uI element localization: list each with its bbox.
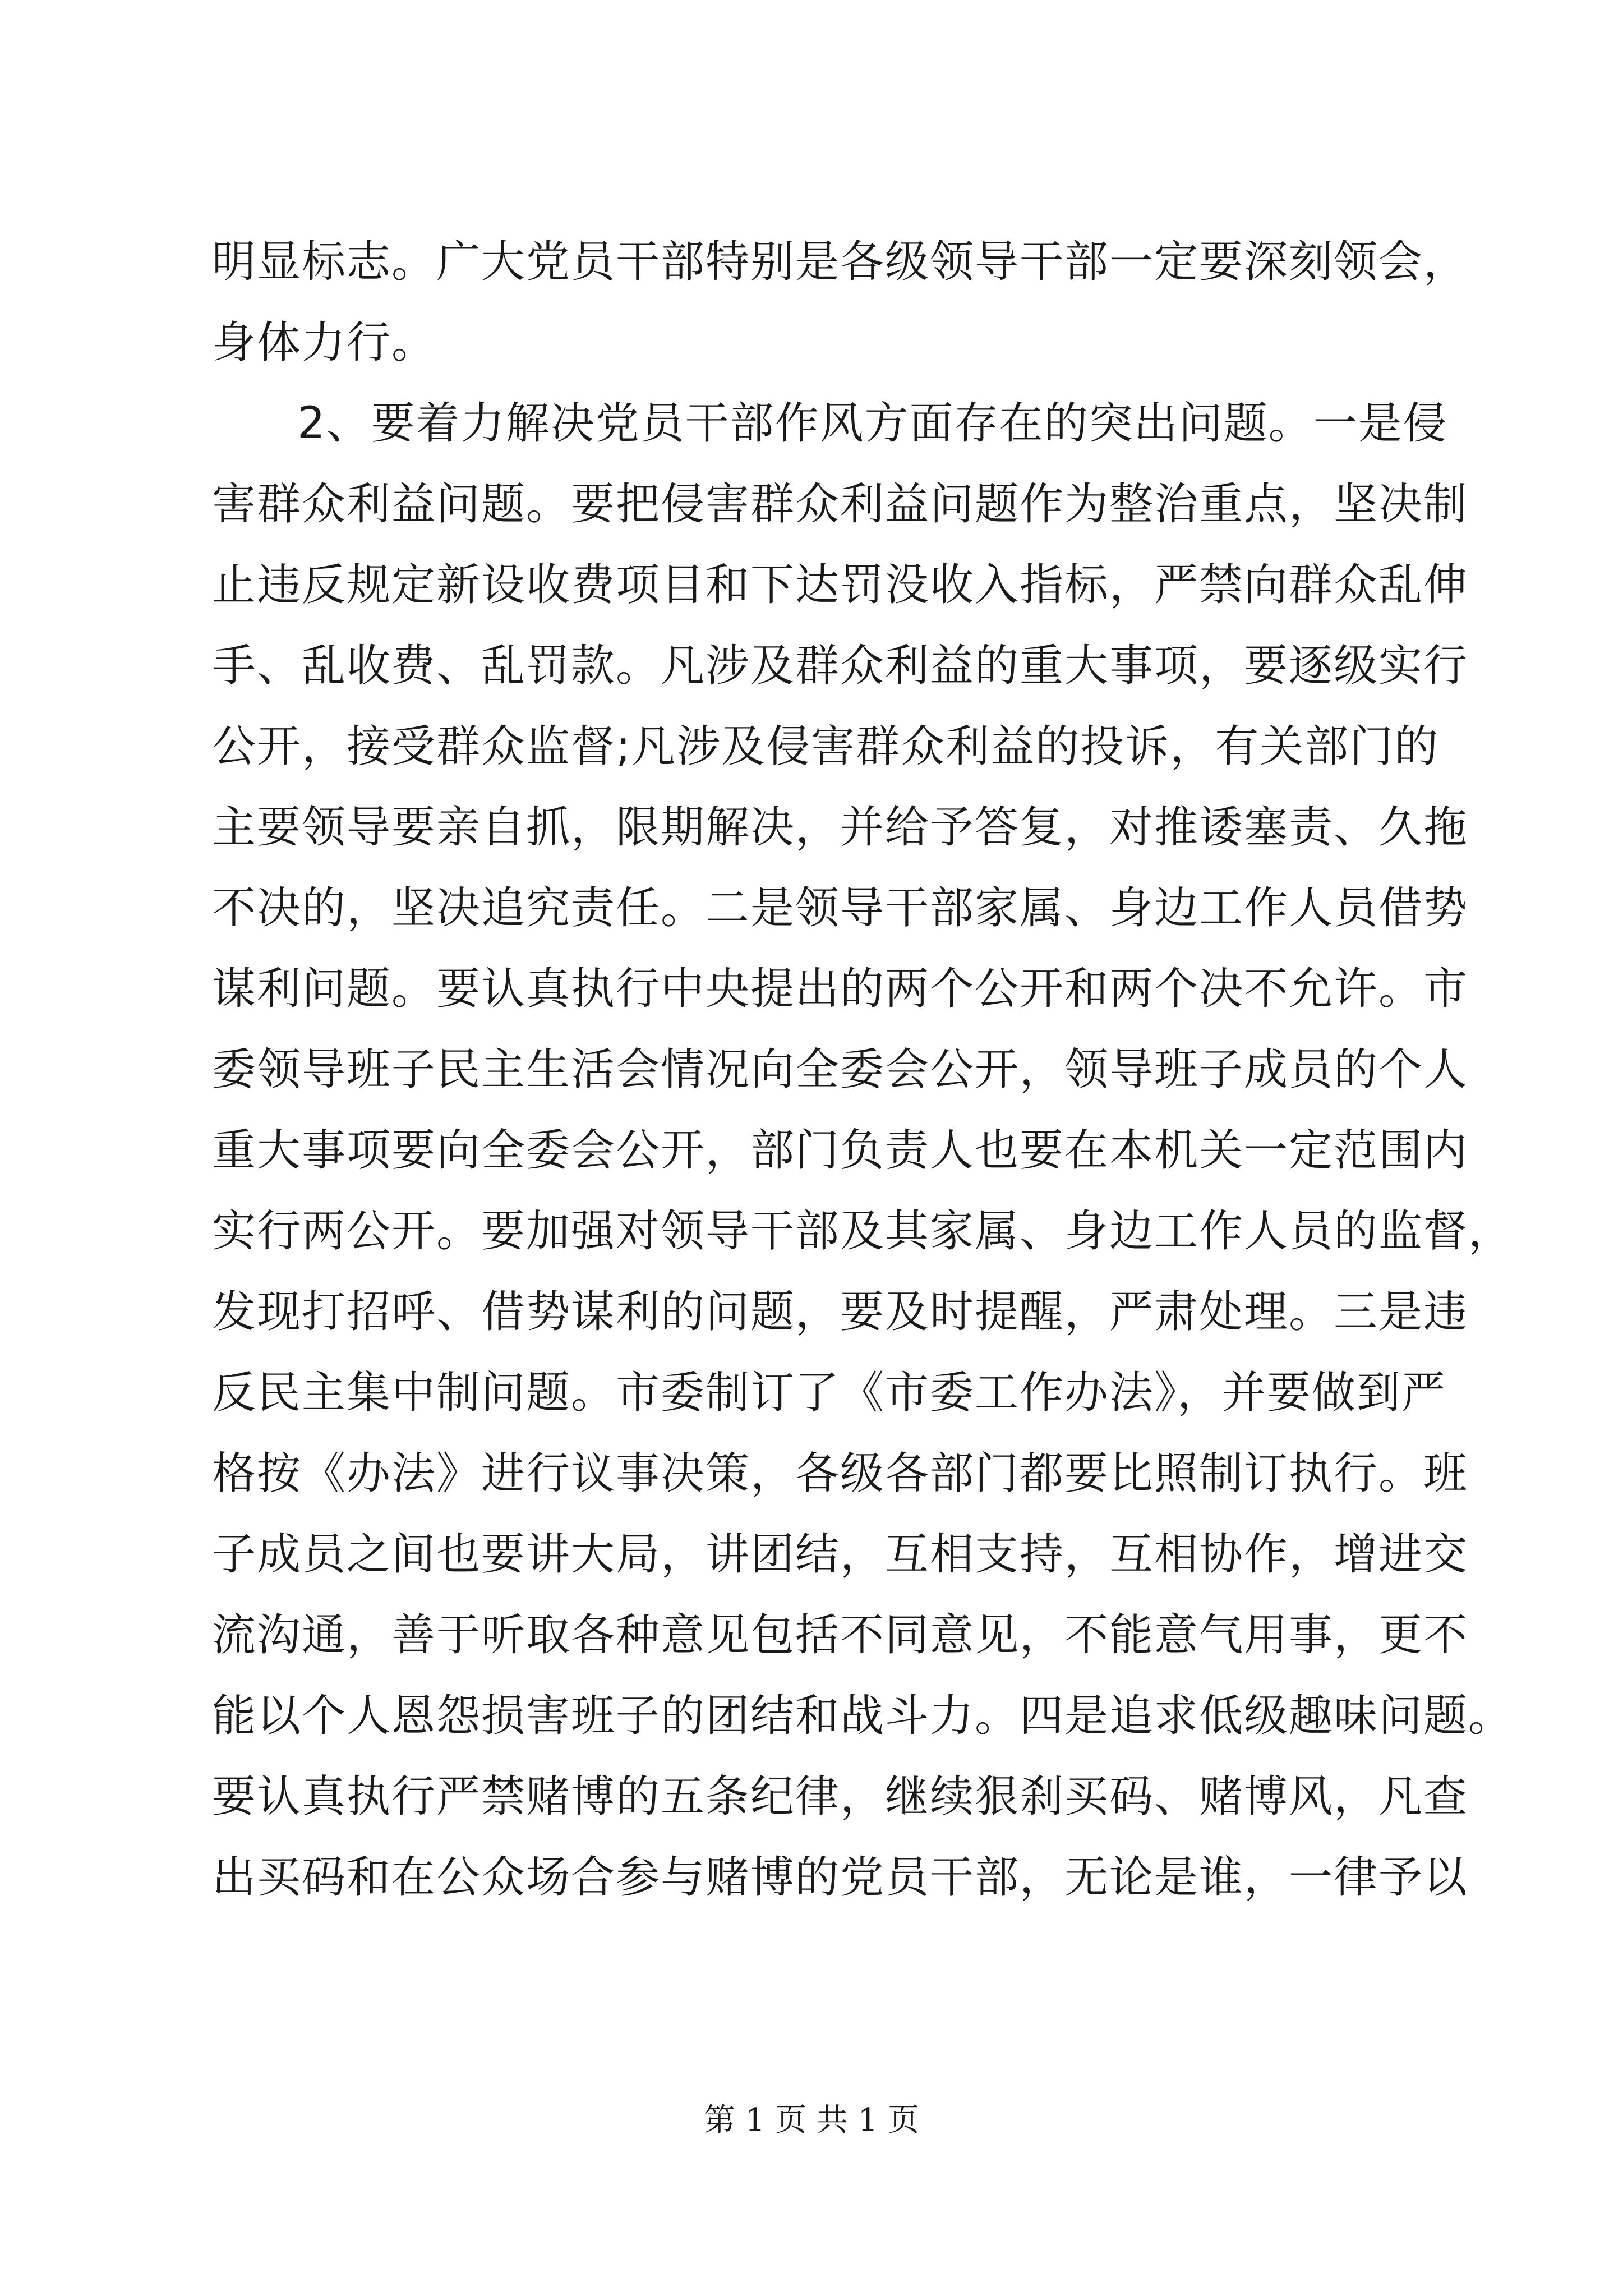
- text-line: 委领导班子民主生活会情况向全委会公开，领导班子成员的个人: [212, 1045, 1469, 1095]
- text-line: 害群众利益问题。要把侵害群众利益问题作为整治重点，坚决制: [212, 479, 1469, 530]
- text-line: 2、要着力解决党员干部作风方面存在的突出问题。一是侵: [297, 398, 1448, 449]
- page-number-footer: 第 1 页 共 1 页: [703, 2102, 920, 2138]
- text-line: 子成员之间也要讲大局，讲团结，互相支持，互相协作，增进交: [212, 1529, 1469, 1580]
- document-body: [212, 222, 1514, 1918]
- text-line: 主要领导要亲自抓，限期解决，并给予答复，对推诿塞责、久拖: [212, 802, 1469, 853]
- text-line: 公开，接受群众监督;凡涉及侵害群众利益的投诉，有关部门的: [212, 721, 1440, 772]
- text-line: 重大事项要向全委会公开，部门负责人也要在本机关一定范围内: [212, 1125, 1469, 1176]
- text-line: 止违反规定新设收费项目和下达罚没收入指标，严禁向群众乱伸: [212, 560, 1469, 610]
- text-line: 反民主集中制问题。市委制订了《市委工作办法》，并要做到严: [212, 1368, 1447, 1418]
- text-line: 实行两公开。要加强对领导干部及其家属、身边工作人员的监督，: [212, 1206, 1514, 1257]
- text-line: 手、乱收费、乱罚款。凡涉及群众利益的重大事项，要逐级实行: [212, 641, 1469, 691]
- text-line: 能以个人恩怨损害班子的团结和战斗力。四是追求低级趣味问题。: [212, 1691, 1514, 1741]
- text-line: 出买码和在公众场合参与赌博的党员干部，无论是谁，一律予以: [212, 1852, 1469, 1903]
- text-line: 不决的，坚决追究责任。二是领导干部家属、身边工作人员借势: [212, 883, 1469, 933]
- paragraph-2: [212, 383, 1514, 1918]
- text-line: 格按《办法》进行议事决策，各级各部门都要比照制订执行。班: [212, 1448, 1469, 1499]
- text-line: 谋利问题。要认真执行中央提出的两个公开和两个决不允许。市: [212, 964, 1469, 1014]
- paragraph-continuation: [212, 222, 1469, 383]
- text-line: 身体力行。: [212, 318, 437, 368]
- text-line: 发现打招呼、借势谋利的问题，要及时提醒，严肃处理。三是违: [212, 1287, 1469, 1337]
- text-line: 明显标志。广大党员干部特别是各级领导干部一定要深刻领会，: [212, 237, 1469, 287]
- text-line: 要认真执行严禁赌博的五条纪律，继续狠刹买码、赌博风，凡查: [212, 1772, 1469, 1822]
- text-line: 流沟通，善于听取各种意见包括不同意见，不能意气用事，更不: [212, 1610, 1469, 1660]
